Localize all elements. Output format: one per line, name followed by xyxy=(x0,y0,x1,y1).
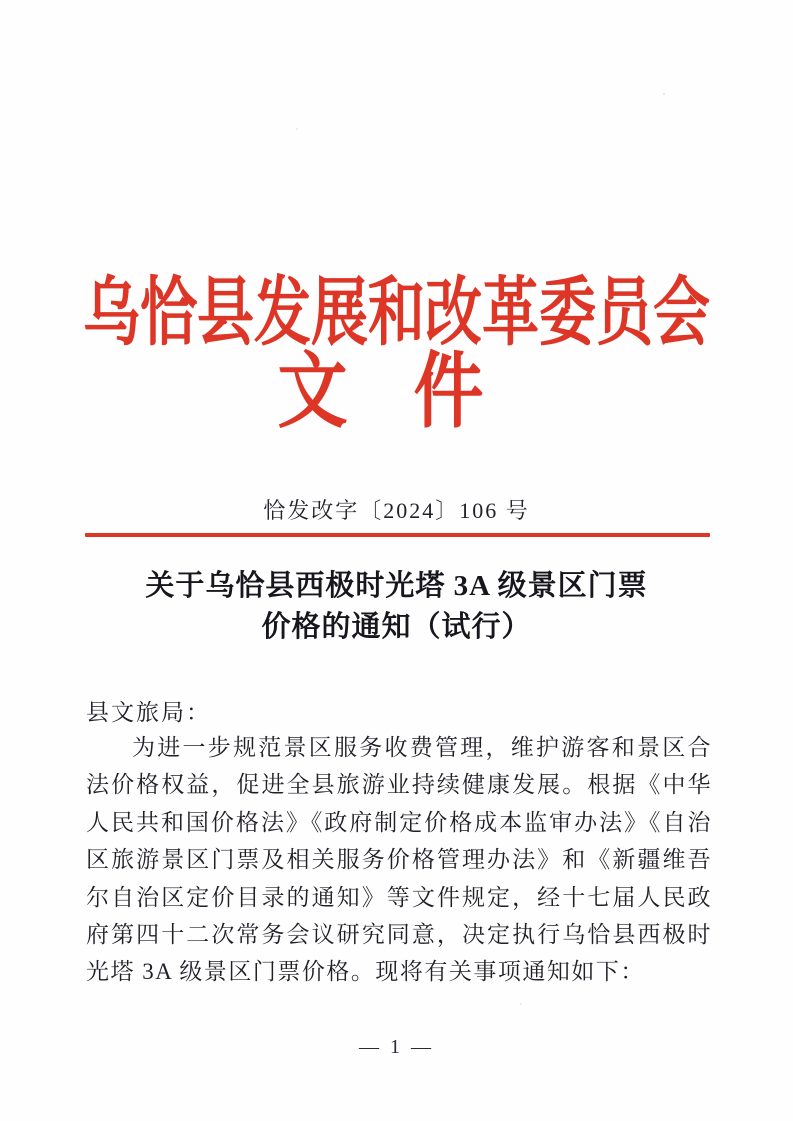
scan-artifact xyxy=(663,93,665,95)
body-paragraph: 为进一步规范景区服务收费管理，维护游客和景区合法价格权益，促进全县旅游业持续健康发展。根据《中华人民共和国价格法》《政府制定价格成本监审办法》《自治区旅游景区门票及相关服务价格管理办法》和《新疆维吾尔自治区定价目录的通知》等文件规定，经十七届人民政府第四十二次常务会议研究同意，决定执行乌恰县西极时光塔 3A 级景区门票价格。现将有关事项通知如下： xyxy=(86,735,712,985)
scan-artifact xyxy=(520,1003,522,1005)
doc-type-char-1: 文 xyxy=(277,347,348,439)
document-number: 恰发改字〔2024〕106 号 xyxy=(263,498,530,523)
document-title-line-2: 价格的通知（试行） xyxy=(261,611,532,643)
issuing-org-title: 乌恰县发展和改革委员会 xyxy=(83,271,710,355)
doc-type-char-2: 件 xyxy=(413,347,484,439)
document-title-line-1: 关于乌恰县西极时光塔 3A 级景区门票 xyxy=(145,570,648,602)
doc-type-label xyxy=(0,347,777,439)
salutation: 县文旅局： xyxy=(86,700,211,725)
scan-artifact xyxy=(296,128,298,130)
red-divider-line xyxy=(85,533,710,537)
page-number: — 1 — xyxy=(359,1036,434,1058)
document-title xyxy=(0,566,793,648)
